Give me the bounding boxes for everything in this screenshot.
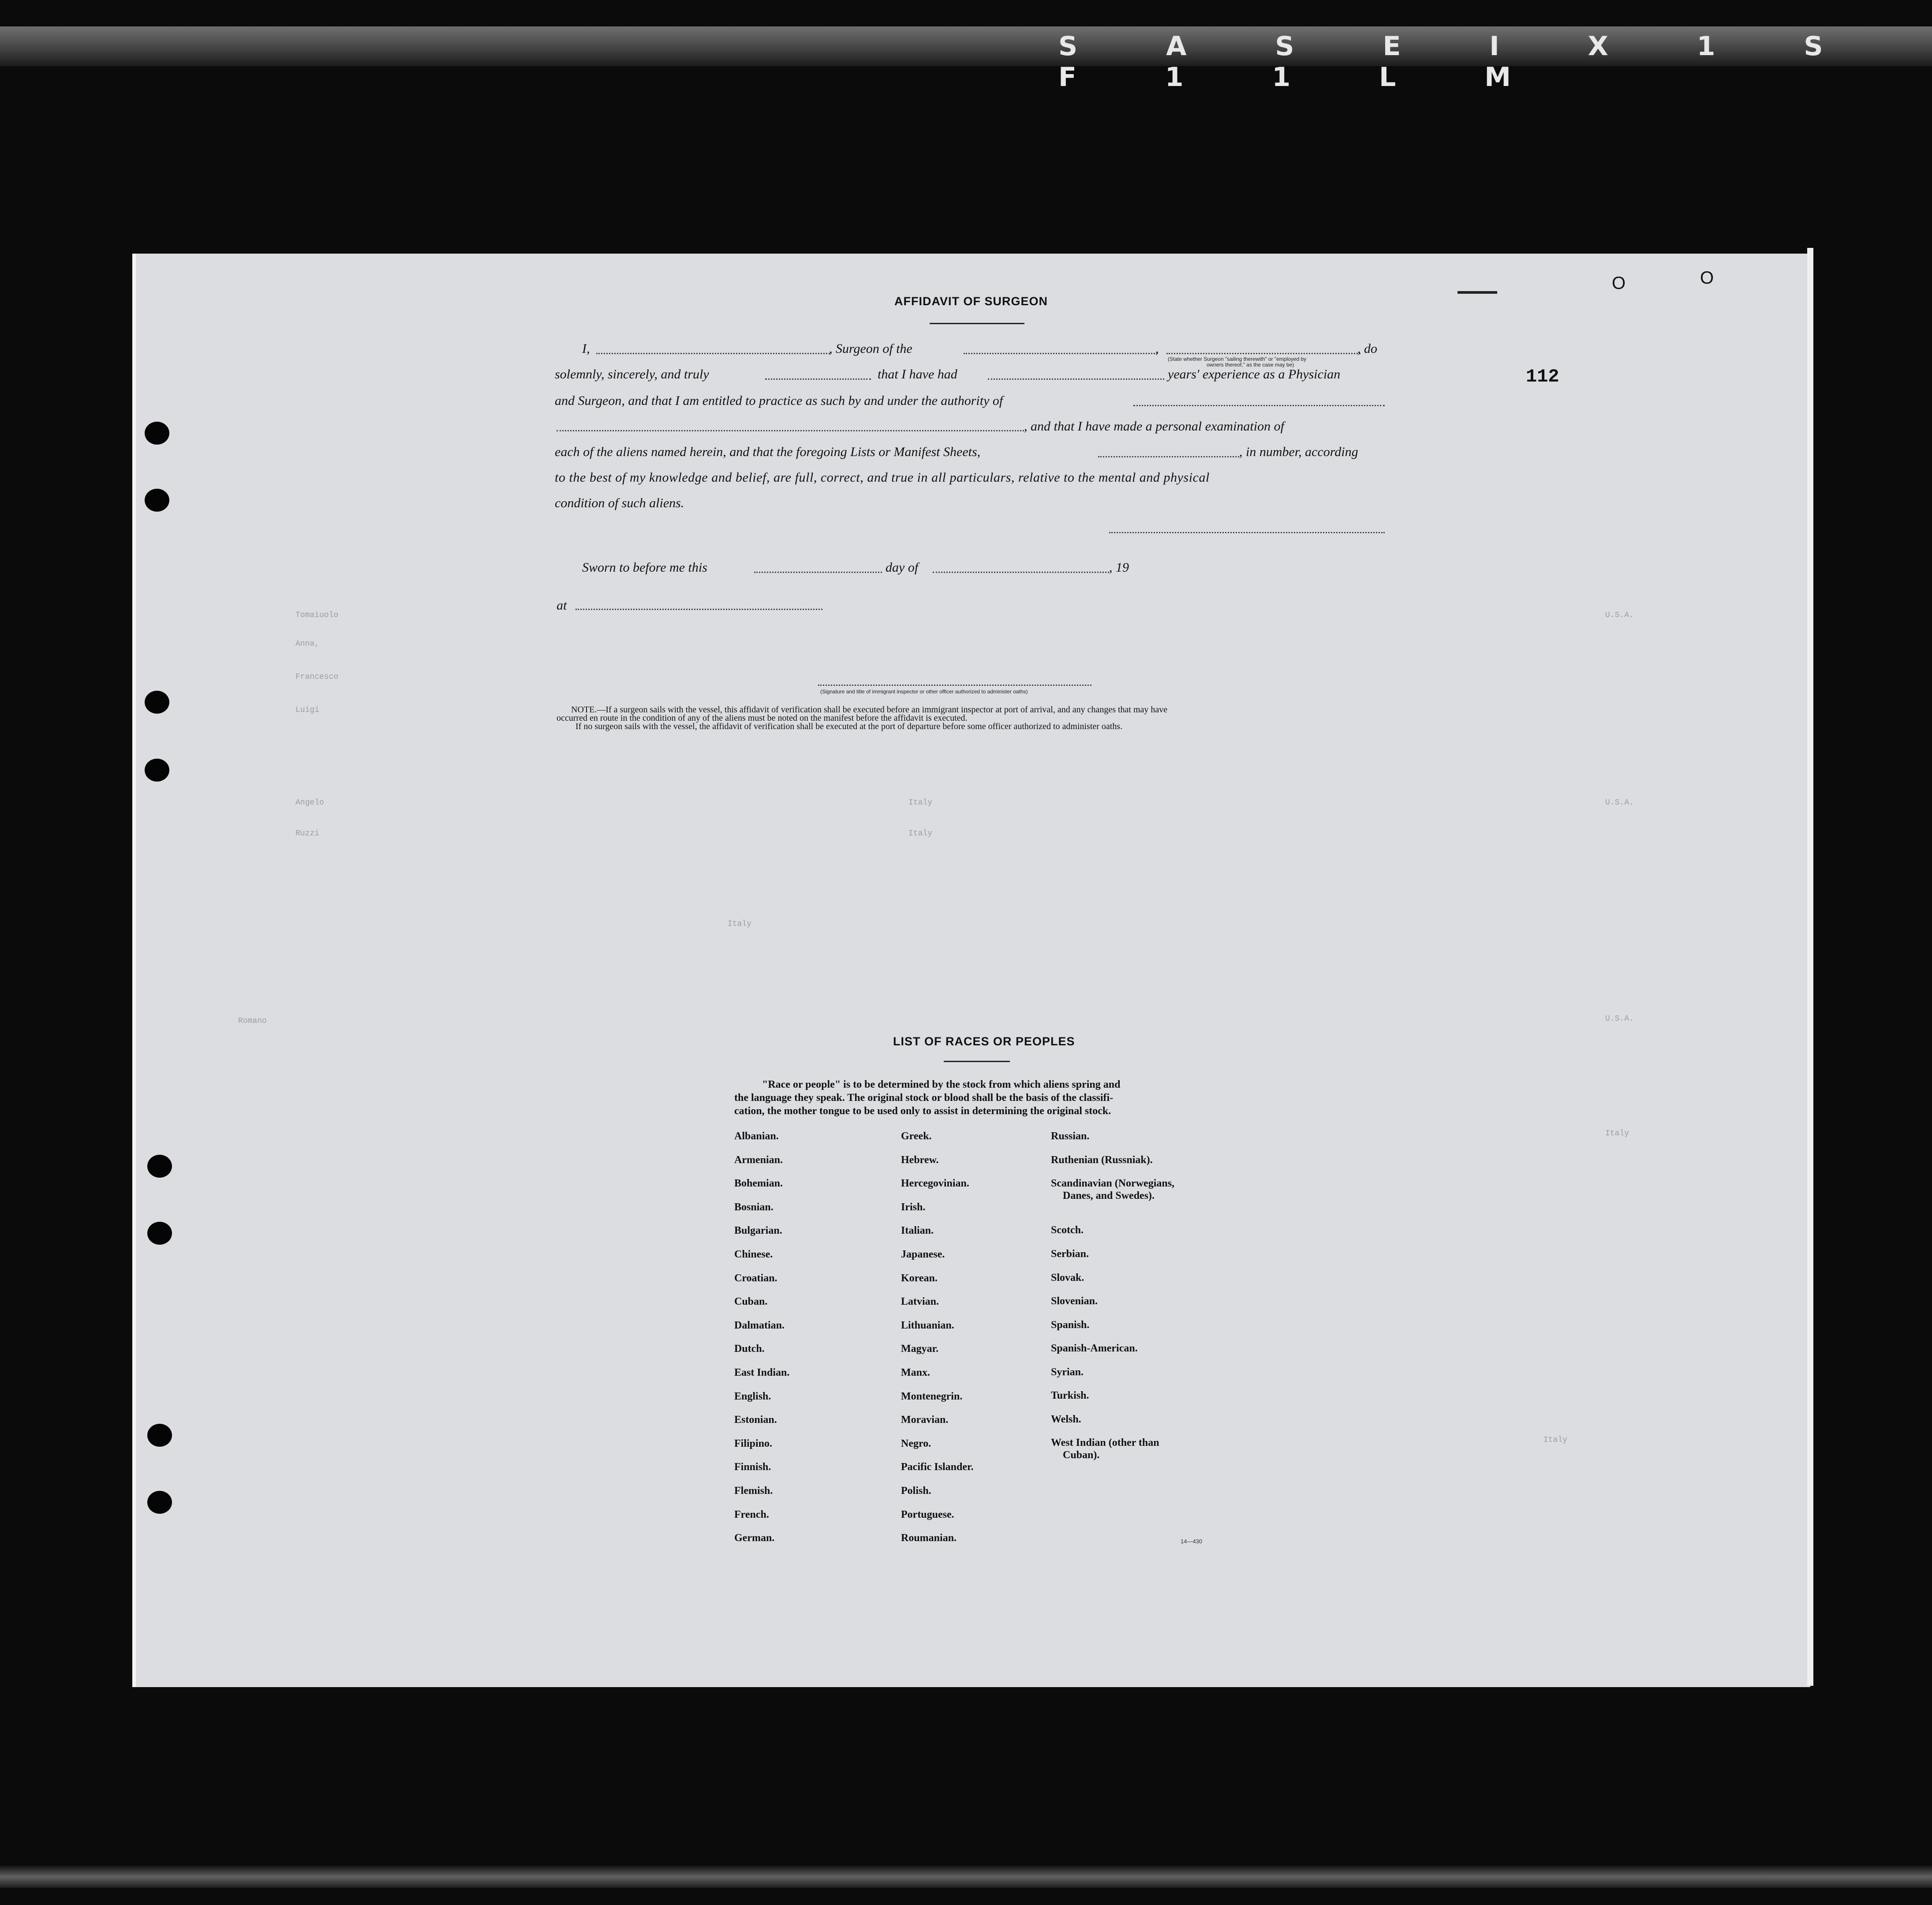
race-item: Bohemian. bbox=[734, 1178, 783, 1190]
film-edge-text: S A S E I X 1 S F 1 1 L M bbox=[1058, 31, 1863, 93]
page-edge bbox=[1807, 248, 1813, 1686]
race-item: English. bbox=[734, 1390, 771, 1402]
race-item: Latvian. bbox=[901, 1296, 939, 1308]
punch-hole bbox=[147, 1155, 172, 1178]
race-item: German. bbox=[734, 1532, 775, 1544]
inspector-signature-line bbox=[818, 685, 1091, 686]
race-item: Magyar. bbox=[901, 1343, 939, 1355]
race-item: Slovenian. bbox=[1051, 1295, 1098, 1307]
race-item: Moravian. bbox=[901, 1414, 949, 1426]
race-item: Cuban). bbox=[1063, 1449, 1100, 1461]
race-item: Welsh. bbox=[1051, 1414, 1081, 1425]
punch-hole bbox=[145, 422, 169, 445]
film-bottom-strip bbox=[0, 1866, 1932, 1888]
race-item: Cuban. bbox=[734, 1296, 768, 1308]
race-item: Dalmatian. bbox=[734, 1319, 785, 1331]
affidavit-title: AFFIDAVIT OF SURGEON bbox=[894, 295, 1048, 308]
race-item: Syrian. bbox=[1051, 1366, 1084, 1378]
race-item: French. bbox=[734, 1508, 769, 1520]
race-item: Italian. bbox=[901, 1225, 934, 1237]
race-item: Greek. bbox=[901, 1130, 932, 1142]
race-item: Montenegrin. bbox=[901, 1390, 963, 1402]
affidavit-title-underline bbox=[930, 323, 1024, 324]
dash-mark bbox=[1457, 291, 1497, 294]
race-item: Estonian. bbox=[734, 1414, 777, 1426]
races-title: LIST OF RACES OR PEOPLES bbox=[893, 1035, 1075, 1048]
punch-hole bbox=[145, 759, 169, 782]
races-title-underline bbox=[944, 1061, 1010, 1062]
race-item: Flemish. bbox=[734, 1485, 773, 1497]
race-item: Scotch. bbox=[1051, 1224, 1084, 1236]
race-item: Serbian. bbox=[1051, 1248, 1089, 1260]
race-item: Croatian. bbox=[734, 1272, 777, 1284]
punch-hole bbox=[147, 1491, 172, 1514]
surgeon-signature-line bbox=[1109, 532, 1385, 533]
race-item: Russian. bbox=[1051, 1130, 1090, 1142]
race-item: Bosnian. bbox=[734, 1201, 774, 1213]
race-item: Portuguese. bbox=[901, 1508, 954, 1520]
corner-mark: O bbox=[1700, 268, 1714, 288]
race-item: Hebrew. bbox=[901, 1154, 939, 1166]
race-item: Filipino. bbox=[734, 1437, 773, 1449]
race-item: Polish. bbox=[901, 1485, 931, 1497]
race-item: Armenian. bbox=[734, 1154, 783, 1166]
punch-hole bbox=[147, 1222, 172, 1245]
race-item: Finnish. bbox=[734, 1461, 771, 1473]
race-item: Negro. bbox=[901, 1437, 931, 1449]
form-number: 14—430 bbox=[1181, 1538, 1203, 1545]
race-item: Manx. bbox=[901, 1367, 930, 1378]
race-item: Danes, and Swedes). bbox=[1063, 1190, 1155, 1201]
race-item: Korean. bbox=[901, 1272, 938, 1284]
race-item: Albanian. bbox=[734, 1130, 779, 1142]
punch-hole bbox=[145, 691, 169, 714]
race-item: Roumanian. bbox=[901, 1532, 957, 1544]
race-item: Japanese. bbox=[901, 1249, 945, 1260]
race-item: Ruthenian (Russniak). bbox=[1051, 1154, 1153, 1166]
race-item: Dutch. bbox=[734, 1343, 765, 1355]
corner-mark: O bbox=[1612, 273, 1626, 293]
race-item: Spanish-American. bbox=[1051, 1343, 1138, 1354]
race-item: Spanish. bbox=[1051, 1319, 1090, 1331]
race-item: Hercegovinian. bbox=[901, 1178, 969, 1190]
punch-hole bbox=[145, 489, 169, 512]
punch-hole bbox=[147, 1424, 172, 1447]
race-item: Turkish. bbox=[1051, 1390, 1089, 1401]
race-item: Pacific Islander. bbox=[901, 1461, 974, 1473]
race-item: Slovak. bbox=[1051, 1272, 1084, 1284]
race-item: Scandinavian (Norwegians, bbox=[1051, 1178, 1175, 1189]
race-item: Bulgarian. bbox=[734, 1225, 782, 1237]
race-item: Lithuanian. bbox=[901, 1319, 954, 1331]
race-item: Chinese. bbox=[734, 1249, 773, 1260]
race-item: Irish. bbox=[901, 1201, 926, 1213]
race-item: West Indian (other than bbox=[1051, 1437, 1159, 1448]
race-item: East Indian. bbox=[734, 1367, 790, 1378]
page-number: 112 bbox=[1526, 366, 1559, 387]
